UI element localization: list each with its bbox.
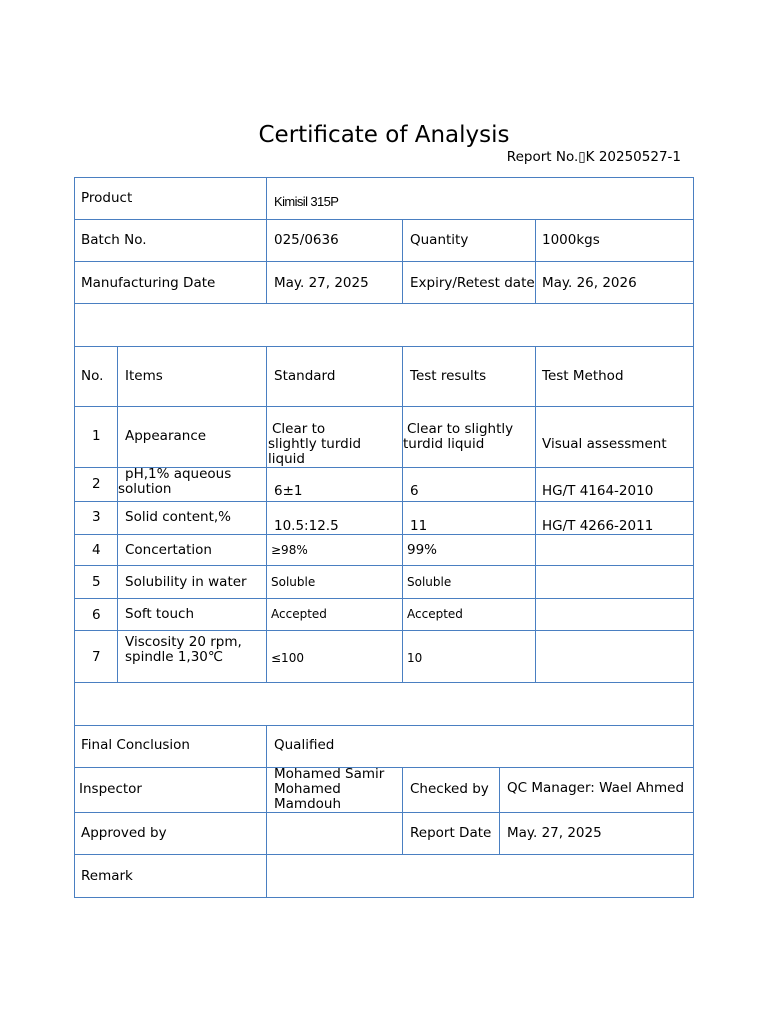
table-rule xyxy=(74,303,694,304)
quantity-label: Quantity xyxy=(410,232,469,248)
row-3-method: HG/T 4266-2011 xyxy=(542,518,654,534)
row-7-no: 7 xyxy=(92,649,101,665)
product-label: Product xyxy=(81,190,133,206)
row-1-no: 1 xyxy=(92,428,101,444)
row-7-result: 10 xyxy=(407,651,423,665)
row-2-method: HG/T 4164-2010 xyxy=(542,483,654,499)
header-no: No. xyxy=(81,368,104,384)
row-6-no: 6 xyxy=(92,607,101,623)
expiry-date-value: May. 26, 2026 xyxy=(542,275,637,291)
table-rule xyxy=(74,534,694,535)
row-3-no: 3 xyxy=(92,509,101,525)
manufacturing-date-value: May. 27, 2025 xyxy=(274,275,369,291)
row-3-standard: 10.5:12.5 xyxy=(274,518,339,534)
table-rule xyxy=(74,219,694,220)
table-rule xyxy=(74,812,694,813)
row-1-standard: Clear to slightly turdid liquid xyxy=(268,421,362,467)
row-5-standard: Soluble xyxy=(271,575,316,589)
table-rule xyxy=(74,406,694,407)
batch-label: Batch No. xyxy=(81,232,147,248)
final-conclusion-label: Final Conclusion xyxy=(81,737,190,753)
expiry-date-label: Expiry/Retest date xyxy=(410,275,535,291)
row-1-item: Appearance xyxy=(125,428,207,444)
table-rule xyxy=(402,346,403,683)
inspector-label: Inspector xyxy=(79,781,142,797)
table-rule xyxy=(74,598,694,599)
header-test-method: Test Method xyxy=(542,368,624,384)
page-title: Certificate of Analysis xyxy=(258,122,510,148)
row-5-result: Soluble xyxy=(407,575,452,589)
row-1-result: Clear to slightly turdid liquid xyxy=(403,421,514,452)
remark-label: Remark xyxy=(81,868,133,884)
table-rule xyxy=(402,767,403,855)
report-date-label: Report Date xyxy=(410,825,492,841)
table-rule xyxy=(117,346,118,683)
table-rule xyxy=(693,177,694,898)
header-standard: Standard xyxy=(274,368,336,384)
checked-by-value: QC Manager: Wael Ahmed xyxy=(507,780,685,796)
row-5-item: Solubility in water xyxy=(125,574,247,590)
approved-by-label: Approved by xyxy=(81,825,167,841)
row-6-item: Soft touch xyxy=(125,606,195,622)
table-rule xyxy=(74,897,694,898)
row-2-result: 6 xyxy=(410,483,419,499)
row-3-result: 11 xyxy=(410,518,428,534)
manufacturing-date-label: Manufacturing Date xyxy=(81,275,216,291)
final-conclusion-value: Qualified xyxy=(274,737,335,753)
table-rule xyxy=(74,565,694,566)
table-rule xyxy=(74,346,694,347)
table-rule xyxy=(402,219,403,304)
row-4-no: 4 xyxy=(92,542,101,558)
table-rule xyxy=(535,346,536,683)
product-value: Kimisil 315P xyxy=(274,194,339,209)
checked-by-label: Checked by xyxy=(410,781,489,797)
table-rule xyxy=(74,725,694,726)
table-rule xyxy=(266,725,267,898)
table-rule xyxy=(266,177,267,304)
table-rule xyxy=(74,630,694,631)
row-4-result: 99% xyxy=(407,542,438,558)
table-rule xyxy=(74,177,694,178)
row-7-item: Viscosity 20 rpm, spindle 1,30℃ xyxy=(125,634,242,665)
header-test-results: Test results xyxy=(410,368,487,384)
row-6-result: Accepted xyxy=(407,607,463,621)
row-4-standard: ≥98% xyxy=(271,543,308,557)
row-7-standard: ≤100 xyxy=(271,651,304,665)
batch-value: 025/0636 xyxy=(274,232,339,248)
row-5-no: 5 xyxy=(92,574,101,590)
row-2-item: pH,1% aqueous solution xyxy=(118,466,232,497)
report-date-value: May. 27, 2025 xyxy=(507,825,602,841)
table-rule xyxy=(74,854,694,855)
row-2-no: 2 xyxy=(92,476,101,492)
row-6-standard: Accepted xyxy=(271,607,327,621)
quantity-value: 1000kgs xyxy=(542,232,600,248)
table-rule xyxy=(535,219,536,304)
row-2-standard: 6±1 xyxy=(274,483,303,499)
table-rule xyxy=(266,346,267,683)
row-1-method: Visual assessment xyxy=(542,436,667,452)
inspector-value: Mohamed Samir Mohamed Mamdouh xyxy=(274,766,385,812)
table-rule xyxy=(74,177,75,898)
table-rule xyxy=(74,501,694,502)
row-4-item: Concertation xyxy=(125,542,212,558)
report-number: Report No.▯K 20250527-1 xyxy=(506,149,681,165)
table-rule xyxy=(74,682,694,683)
row-3-item: Solid content,% xyxy=(125,509,231,525)
table-rule xyxy=(499,767,500,855)
table-rule xyxy=(74,261,694,262)
header-items: Items xyxy=(125,368,163,384)
